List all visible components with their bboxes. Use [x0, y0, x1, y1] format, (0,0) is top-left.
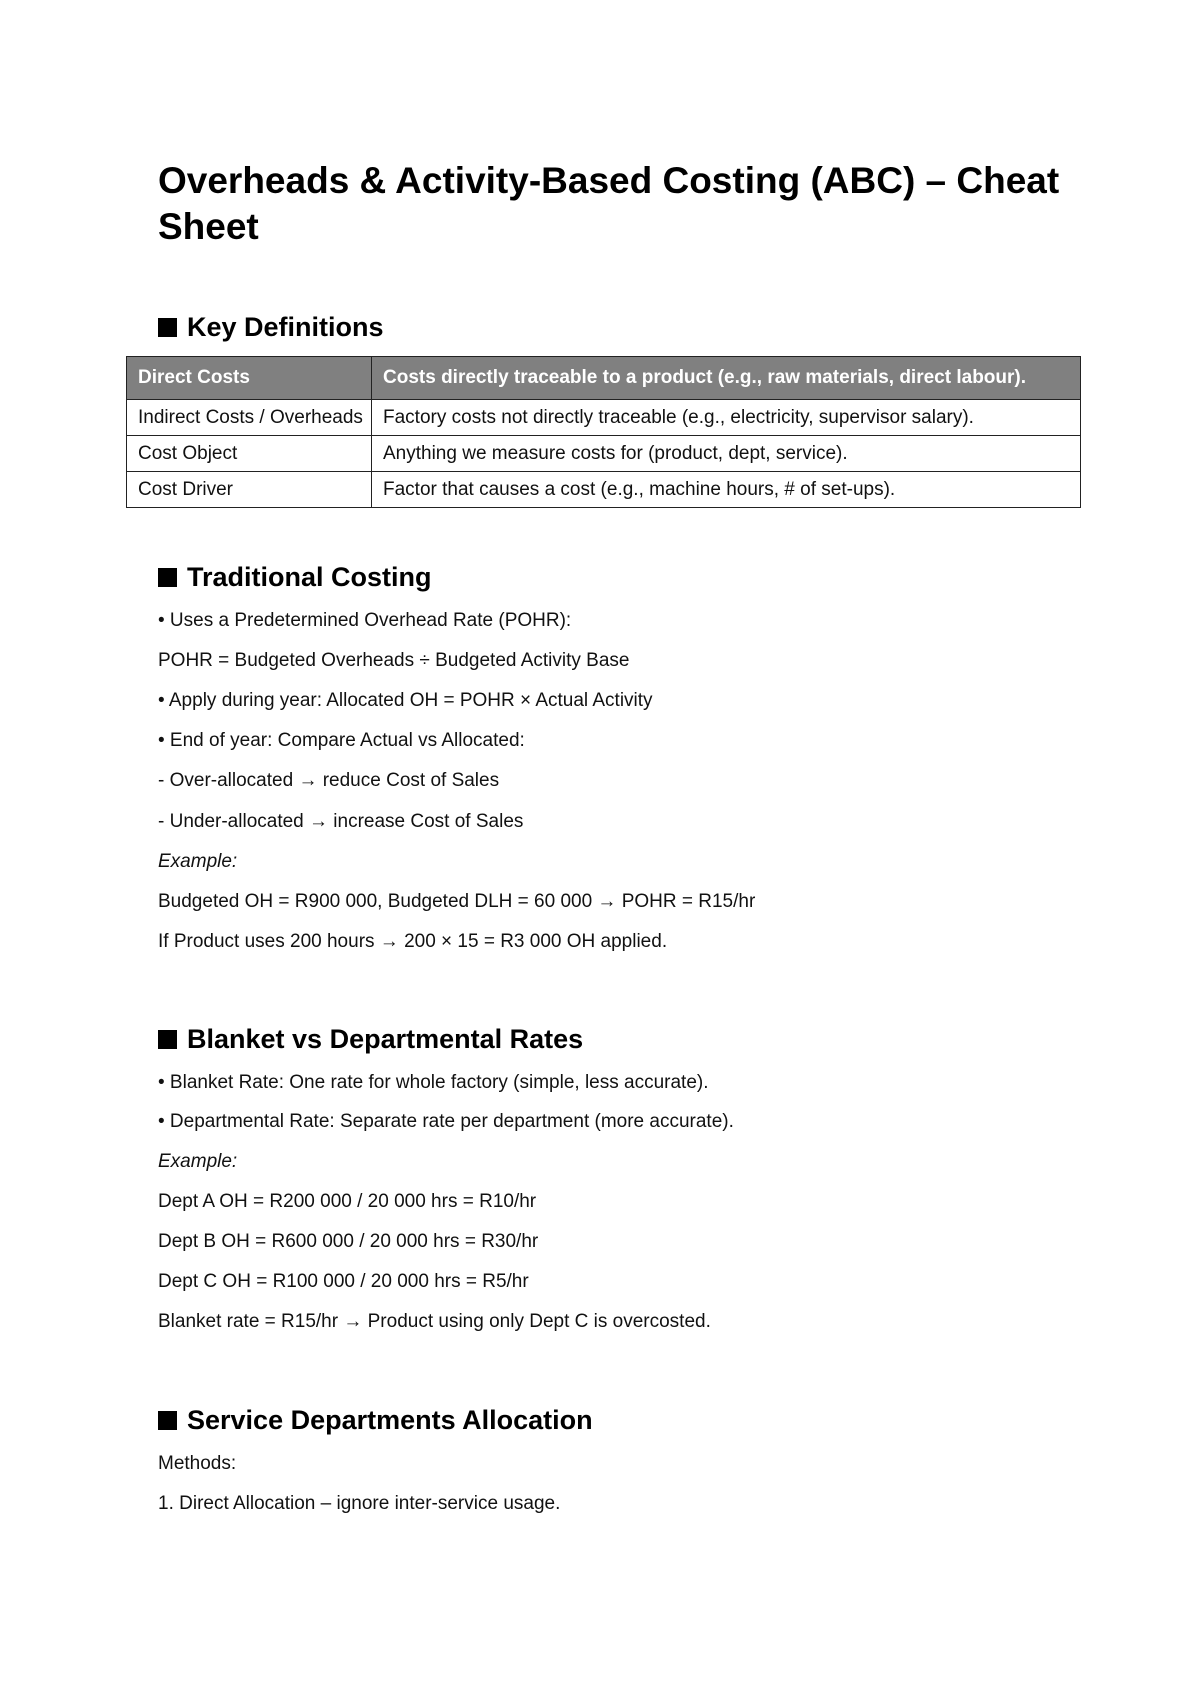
example-line: Dept C OH = R100 000 / 20 000 hrs = R5/hr — [158, 1271, 529, 1292]
table-cell-definition: Costs directly traceable to a product (e.g., raw materials, direct labour). — [372, 357, 1081, 400]
example-line: Dept B OH = R600 000 / 20 000 hrs = R30/hr — [158, 1231, 539, 1252]
section-heading-blanket-vs-departmental — [158, 1022, 583, 1056]
text-line: Methods: — [158, 1453, 237, 1474]
text-line: • Uses a Predetermined Overhead Rate (POHR): — [158, 610, 572, 631]
text-line: • Departmental Rate: Separate rate per department (more accurate). — [158, 1111, 734, 1132]
table-cell-definition: Factory costs not directly traceable (e.g., electricity, supervisor salary). — [372, 400, 1081, 436]
example-line: Dept A OH = R200 000 / 20 000 hrs = R10/hr — [158, 1191, 537, 1212]
section-heading-key-definitions — [158, 310, 384, 344]
example-label: Example: — [158, 851, 238, 872]
section-heading-text: Key Definitions — [187, 312, 384, 342]
table-row — [127, 400, 1081, 436]
example-line: Budgeted OH = R900 000, Budgeted DLH = 60 000 → POHR = R15/hr — [158, 891, 756, 912]
text-line: • End of year: Compare Actual vs Allocated: — [158, 730, 525, 751]
example-line: If Product uses 200 hours → 200 × 15 = R3 000 OH applied. — [158, 931, 668, 952]
page-title: Overheads & Activity-Based Costing (ABC) – Cheat Sheet — [158, 160, 1060, 247]
table-cell-term: Direct Costs — [127, 357, 372, 400]
definitions-table — [126, 356, 1081, 508]
table-row — [127, 436, 1081, 472]
square-bullet-icon — [158, 318, 177, 337]
section-heading-text: Service Departments Allocation — [187, 1405, 593, 1435]
example-line: Blanket rate = R15/hr → Product using only Dept C is overcosted. — [158, 1311, 711, 1332]
square-bullet-icon — [158, 568, 177, 587]
square-bullet-icon — [158, 1030, 177, 1049]
table-row — [127, 472, 1081, 508]
table-cell-term: Indirect Costs / Overheads — [127, 400, 372, 436]
square-bullet-icon — [158, 1411, 177, 1430]
section-heading-traditional-costing — [158, 560, 432, 594]
text-line: 1. Direct Allocation – ignore inter-service usage. — [158, 1493, 561, 1514]
table-cell-term: Cost Object — [127, 436, 372, 472]
table-header-row — [127, 357, 1081, 400]
section-heading-text: Blanket vs Departmental Rates — [187, 1024, 584, 1054]
text-line: - Under-allocated → increase Cost of Sales — [158, 811, 524, 832]
section-heading-service-departments — [158, 1403, 593, 1437]
example-label: Example: — [158, 1151, 238, 1172]
table-cell-term: Cost Driver — [127, 472, 372, 508]
section-heading-text: Traditional Costing — [187, 562, 432, 592]
text-line: • Apply during year: Allocated OH = POHR × Actual Activity — [158, 690, 653, 711]
formula-line: POHR = Budgeted Overheads ÷ Budgeted Activity Base — [158, 650, 630, 671]
text-line: - Over-allocated → reduce Cost of Sales — [158, 770, 500, 791]
text-line: • Blanket Rate: One rate for whole factory (simple, less accurate). — [158, 1072, 709, 1093]
table-cell-definition: Factor that causes a cost (e.g., machine hours, # of set-ups). — [372, 472, 1081, 508]
table-cell-definition: Anything we measure costs for (product, dept, service). — [372, 436, 1081, 472]
